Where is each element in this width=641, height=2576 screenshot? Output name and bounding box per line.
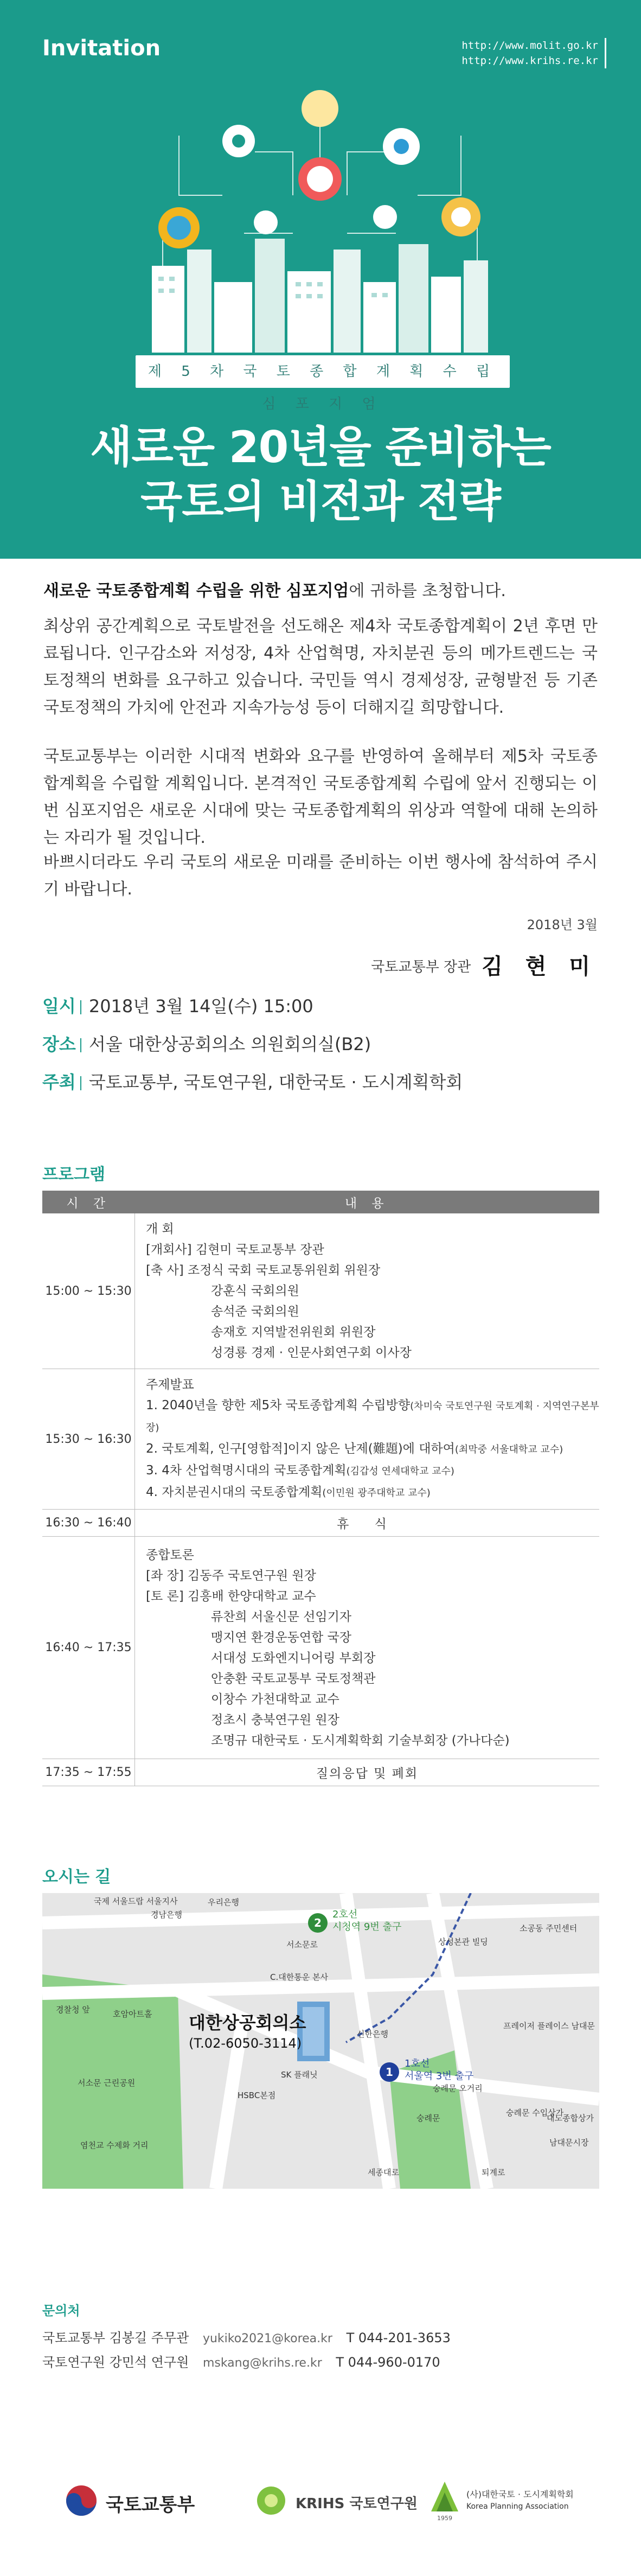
svg-text:2: 2 bbox=[314, 1916, 322, 1929]
table-row: 17:35 ~ 17:55 질의응답 및 폐회 bbox=[42, 1759, 599, 1786]
venue-phone: (T.02-6050-3114) bbox=[189, 2036, 302, 2051]
hero-illustration bbox=[130, 87, 510, 391]
symposium-banner: 제 5 차 국 토 종 합 계 획 수 립 심 포 지 엄 bbox=[136, 355, 510, 388]
info-where: 장소 서울 대한상공회의소 의원회의실(B2) bbox=[42, 1034, 371, 1054]
svg-text:프레이저 플레이스 남대문: 프레이저 플레이스 남대문 bbox=[503, 2021, 595, 2031]
venue-name: 대한상공회의소 bbox=[189, 2012, 306, 2033]
col-time: 시 간 bbox=[42, 1191, 135, 1213]
col-content: 내 용 bbox=[135, 1191, 600, 1213]
kpa-logo-icon bbox=[428, 2479, 461, 2522]
svg-text:HSBC본점: HSBC본점 bbox=[238, 2091, 276, 2100]
svg-text:1: 1 bbox=[386, 2066, 393, 2079]
intro-sentence: 새로운 국토종합계획 수립을 위한 심포지엄에 귀하를 초청합니다. bbox=[43, 581, 506, 600]
molit-url[interactable]: http://www.molit.go.kr bbox=[461, 40, 598, 52]
svg-text:숭례문: 숭례문 bbox=[416, 2113, 440, 2123]
svg-text:C.대한통운 본사: C.대한통운 본사 bbox=[270, 1972, 328, 1982]
krihs-url[interactable]: http://www.krihs.re.kr bbox=[461, 55, 598, 67]
svg-text:1호선: 1호선 bbox=[405, 2058, 430, 2069]
event-title-line2: 국토의 비전과 전략 bbox=[140, 476, 501, 527]
krihs-logo-icon bbox=[255, 2484, 287, 2517]
svg-text:신한은행: 신한은행 bbox=[357, 2029, 388, 2039]
svg-text:염천교 수제화 거리: 염천교 수제화 거리 bbox=[80, 2140, 149, 2150]
svg-text:상성본관 빌딩: 상성본관 빌딩 bbox=[438, 1937, 488, 1947]
info-when: 일시 2018년 3월 14일(수) 15:00 bbox=[42, 996, 313, 1017]
svg-text:퇴계로: 퇴계로 bbox=[482, 2168, 505, 2177]
svg-text:숭례문 오거리: 숭례문 오거리 bbox=[433, 2083, 483, 2093]
info-host: 주최 국토교통부, 국토연구원, 대한국토 · 도시계획학회 bbox=[42, 1072, 463, 1092]
table-row: 16:30 ~ 16:40 휴 식 bbox=[42, 1510, 599, 1537]
program-heading: 프로그램 bbox=[42, 1165, 105, 1184]
svg-text:경남은행: 경남은행 bbox=[151, 1910, 182, 1920]
invitation-label: Invitation bbox=[42, 36, 161, 61]
svg-text:2호선: 2호선 bbox=[332, 1909, 358, 1920]
svg-text:서소문로: 서소문로 bbox=[286, 1940, 318, 1949]
svg-text:시청역 9번 출구: 시청역 9번 출구 bbox=[332, 1921, 402, 1933]
svg-text:대도종합상가: 대도종합상가 bbox=[547, 2113, 594, 2123]
svg-text:남대문시장: 남대문시장 bbox=[549, 2138, 589, 2147]
location-map[interactable] bbox=[42, 1893, 599, 2189]
svg-text:서소문 근린공원: 서소문 근린공원 bbox=[78, 2078, 136, 2088]
svg-text:호암아트홀: 호암아트홀 bbox=[113, 2009, 152, 2019]
wifi-icon bbox=[373, 205, 397, 229]
table-row: 15:00 ~ 15:30 개 회 [개회사] 김현미 국토교통부 장관 [축 사] 조정식 국회 국토교통위원회 위원장 강훈식 국회의원 송석준 국회의원 송재호 지역발전위원회 위원장 성경룡 경제 · 인문사회연구회 이사장 bbox=[42, 1213, 599, 1369]
contact-heading: 문의처 bbox=[42, 2303, 80, 2318]
location-icon bbox=[254, 210, 278, 234]
svg-text:서울역 3번 출구: 서울역 3번 출구 bbox=[405, 2070, 474, 2082]
table-row: 16:40 ~ 17:35 종합토론 [좌 장] 김동주 국토연구원 원장 [토 론] 김흥배 한양대학교 교수 류찬희 서울신문 선임기자 맹지연 환경운동연합 국장 서대성 도화엔지니어링 부회장 안충환 국토교통부 국토정책관 이창수 가천대학교 교수 정초시 충북연구원 원장 조명규 대한국토 · 도시계획학회 기술부회장 (가나다순) bbox=[42, 1537, 599, 1759]
svg-text:숭례문 수입상가: 숭례문 수입상가 bbox=[506, 2108, 564, 2118]
svg-text:우리은행: 우리은행 bbox=[208, 1897, 239, 1907]
svg-text:SK 플래닛: SK 플래닛 bbox=[281, 2070, 318, 2080]
letter-paragraph-2: 국토교통부는 이러한 시대적 변화와 요구를 반영하여 올해부터 제5차 국토종합계획을 수립할 계획입니다. 본격적인 국토종합계획 수립에 앞서 진행되는 이번 심포지엄은 새로운 시대에 맞는 국토종합계획의 위상과 역할에 대해 논의하는 자리가 될 것입니다. bbox=[43, 747, 598, 847]
contact-email[interactable]: mskang@krihs.re.kr bbox=[202, 2356, 322, 2370]
contact-row: 국토연구원 강민석 연구원 mskang@krihs.re.kr T 044-960-0170 bbox=[42, 2355, 440, 2370]
signer-title: 국토교통부 장관 bbox=[371, 959, 471, 975]
header-urls bbox=[461, 38, 606, 68]
molit-logo-icon bbox=[65, 2484, 98, 2517]
contact-email[interactable]: yukiko2021@korea.kr bbox=[202, 2332, 332, 2345]
event-title-line1: 새로운 20년을 준비하는 bbox=[90, 422, 551, 472]
svg-text:국제 서울드랍 서울지사: 국제 서울드랍 서울지사 bbox=[94, 1896, 178, 1906]
signer bbox=[371, 949, 598, 980]
letter-paragraph-3: 바쁘시더라도 우리 국토의 새로운 미래를 준비하는 이번 행사에 참석하여 주시기 바랍니다. bbox=[43, 853, 598, 899]
letter-paragraph-1: 최상위 공간계획으로 국토발전을 선도해온 제4차 국토종합계획이 2년 후면 만료됩니다. 인구감소와 저성장, 4차 산업혁명, 자치분권 등의 메가트렌드는 국토정책의 변화를 요구하고 있습니다. 국민들 역시 경제성장, 균형발전 등 기존 국토정책의 가치에 안전과 지속가능성 등이 더해지길 희망합니다. bbox=[43, 617, 598, 717]
svg-text:세종대로: 세종대로 bbox=[368, 2168, 399, 2177]
letter-date: 2018년 3월 bbox=[527, 917, 598, 932]
krihs-logo-text: KRIHS 국토연구원 bbox=[296, 2496, 418, 2512]
kpa-logo-text: (사)대한국토 · 도시계획학회 Korea Planning Association bbox=[466, 2489, 574, 2511]
signer-name: 김 현 미 bbox=[482, 954, 598, 979]
table-row: 15:30 ~ 16:30 주제발표 1. 2040년을 향한 제5차 국토종합계획 수립방향(차미숙 국토연구원 국토계획 · 지역연구본부장) 2. 국토계획, 인구[영합적]이지 않은 난제(難題)에 대하여(최막중 서울대학교 교수) 3. 4차 산업혁명시대의 국토종합계획(김갑성 연세대학교 교수) 4. 자치분권시대의 국토종합계획(이민원 광주대학교 교수) bbox=[42, 1369, 599, 1510]
contact-row: 국토교통부 김봉길 주무관 yukiko2021@korea.kr T 044-201-3653 bbox=[42, 2330, 451, 2345]
footer-logos bbox=[0, 2473, 641, 2533]
lightbulb-icon bbox=[302, 90, 338, 127]
svg-text:소공동 주민센터: 소공동 주민센터 bbox=[520, 1923, 578, 1933]
svg-text:경찰청 앞: 경찰청 앞 bbox=[56, 2005, 90, 2015]
directions-heading: 오시는 길 bbox=[42, 1868, 111, 1887]
program-table bbox=[42, 1191, 599, 1786]
svg-text:1959: 1959 bbox=[437, 2515, 452, 2522]
molit-logo-text: 국토교통부 bbox=[106, 2494, 195, 2516]
